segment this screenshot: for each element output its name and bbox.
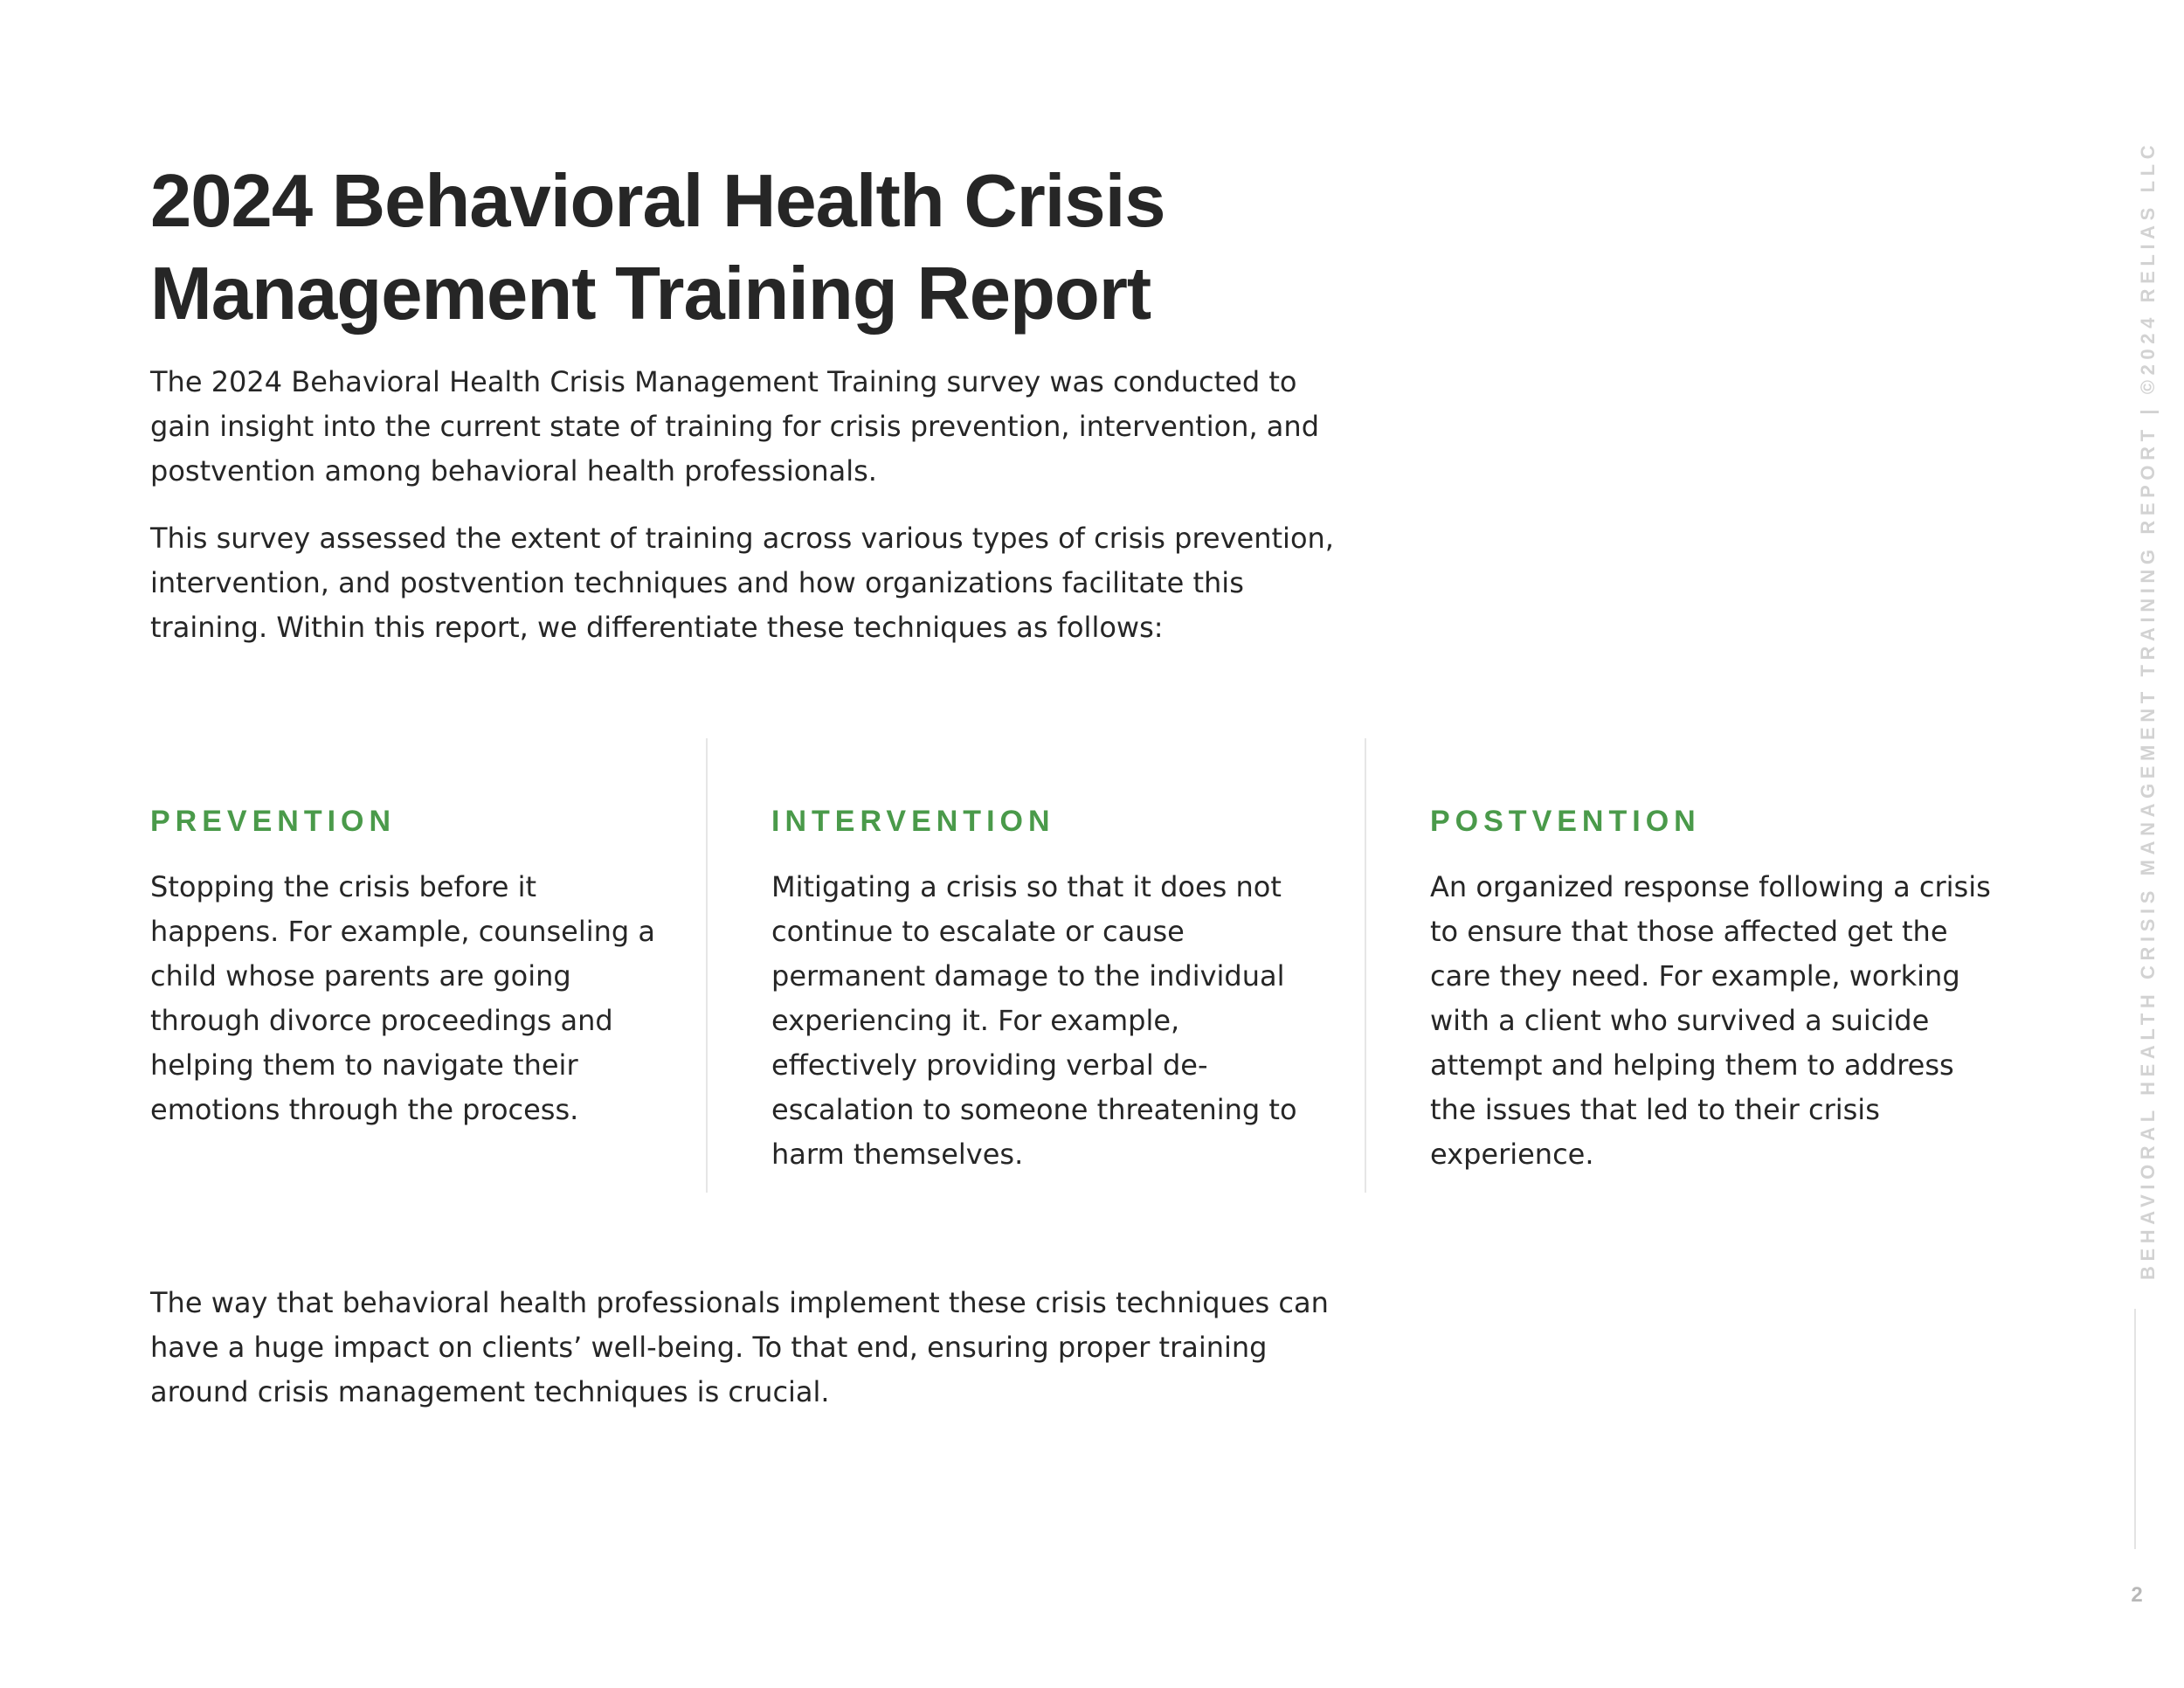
technique-description: Stopping the crisis before it happens. For example, counseling a child whose parents are going through divorce proceedings and helping them to navigate their emotions through the process.: [150, 870, 655, 1126]
technique-description: Mitigating a crisis so that it does not continue to escalate or cause permanent damage to the individual experiencing it. For example, effectively providing verbal de-escalation to someone threatening to harm themselves.: [771, 870, 1297, 1171]
technique-intervention: [771, 804, 1330, 1177]
page-title-line-2: Management Training Report: [150, 253, 1151, 336]
closing-paragraph: The way that behavioral health professionals implement these crisis techniques can have a huge impact on clients’ well-being. To that end, ensuring proper training around crisis management techniques is crucial.: [150, 1286, 1329, 1408]
technique-description: An organized response following a crisis to ensure that those affected get the care they need. For example, working with a client who survived a suicide attempt and helping them to address the issues that led to their crisis experience.: [1430, 870, 1991, 1171]
column-divider: [1365, 738, 1366, 1193]
technique-heading: INTERVENTION: [771, 805, 1055, 838]
column-divider: [706, 738, 708, 1193]
page-number: 2: [2131, 1583, 2143, 1607]
intro-paragraph-2: This survey assessed the extent of training across various types of crisis prevention, intervention, and postvention techniques and how organizations facilitate this training. Within this report, we differentiate these techniques as follows:: [150, 522, 1334, 644]
page-title-line-1: 2024 Behavioral Health Crisis: [150, 160, 1165, 243]
intro-section: [150, 360, 1338, 673]
intro-paragraph-1: The 2024 Behavioral Health Crisis Management Training survey was conducted to gain insight into the current state of training for crisis prevention, intervention, and postvention among behavioral health professionals.: [150, 365, 1319, 488]
page-title: [150, 156, 1373, 341]
vertical-report-label: BEHAVIORAL HEALTH CRISIS MANAGEMENT TRAINING REPORT | ©2024 RELIAS LLC: [2137, 140, 2159, 1280]
technique-prevention: [150, 804, 666, 1132]
sidebar-rule: [2134, 1309, 2136, 1549]
technique-postvention: [1430, 804, 2007, 1177]
technique-heading: POSTVENTION: [1430, 805, 1701, 838]
technique-heading: PREVENTION: [150, 805, 397, 838]
